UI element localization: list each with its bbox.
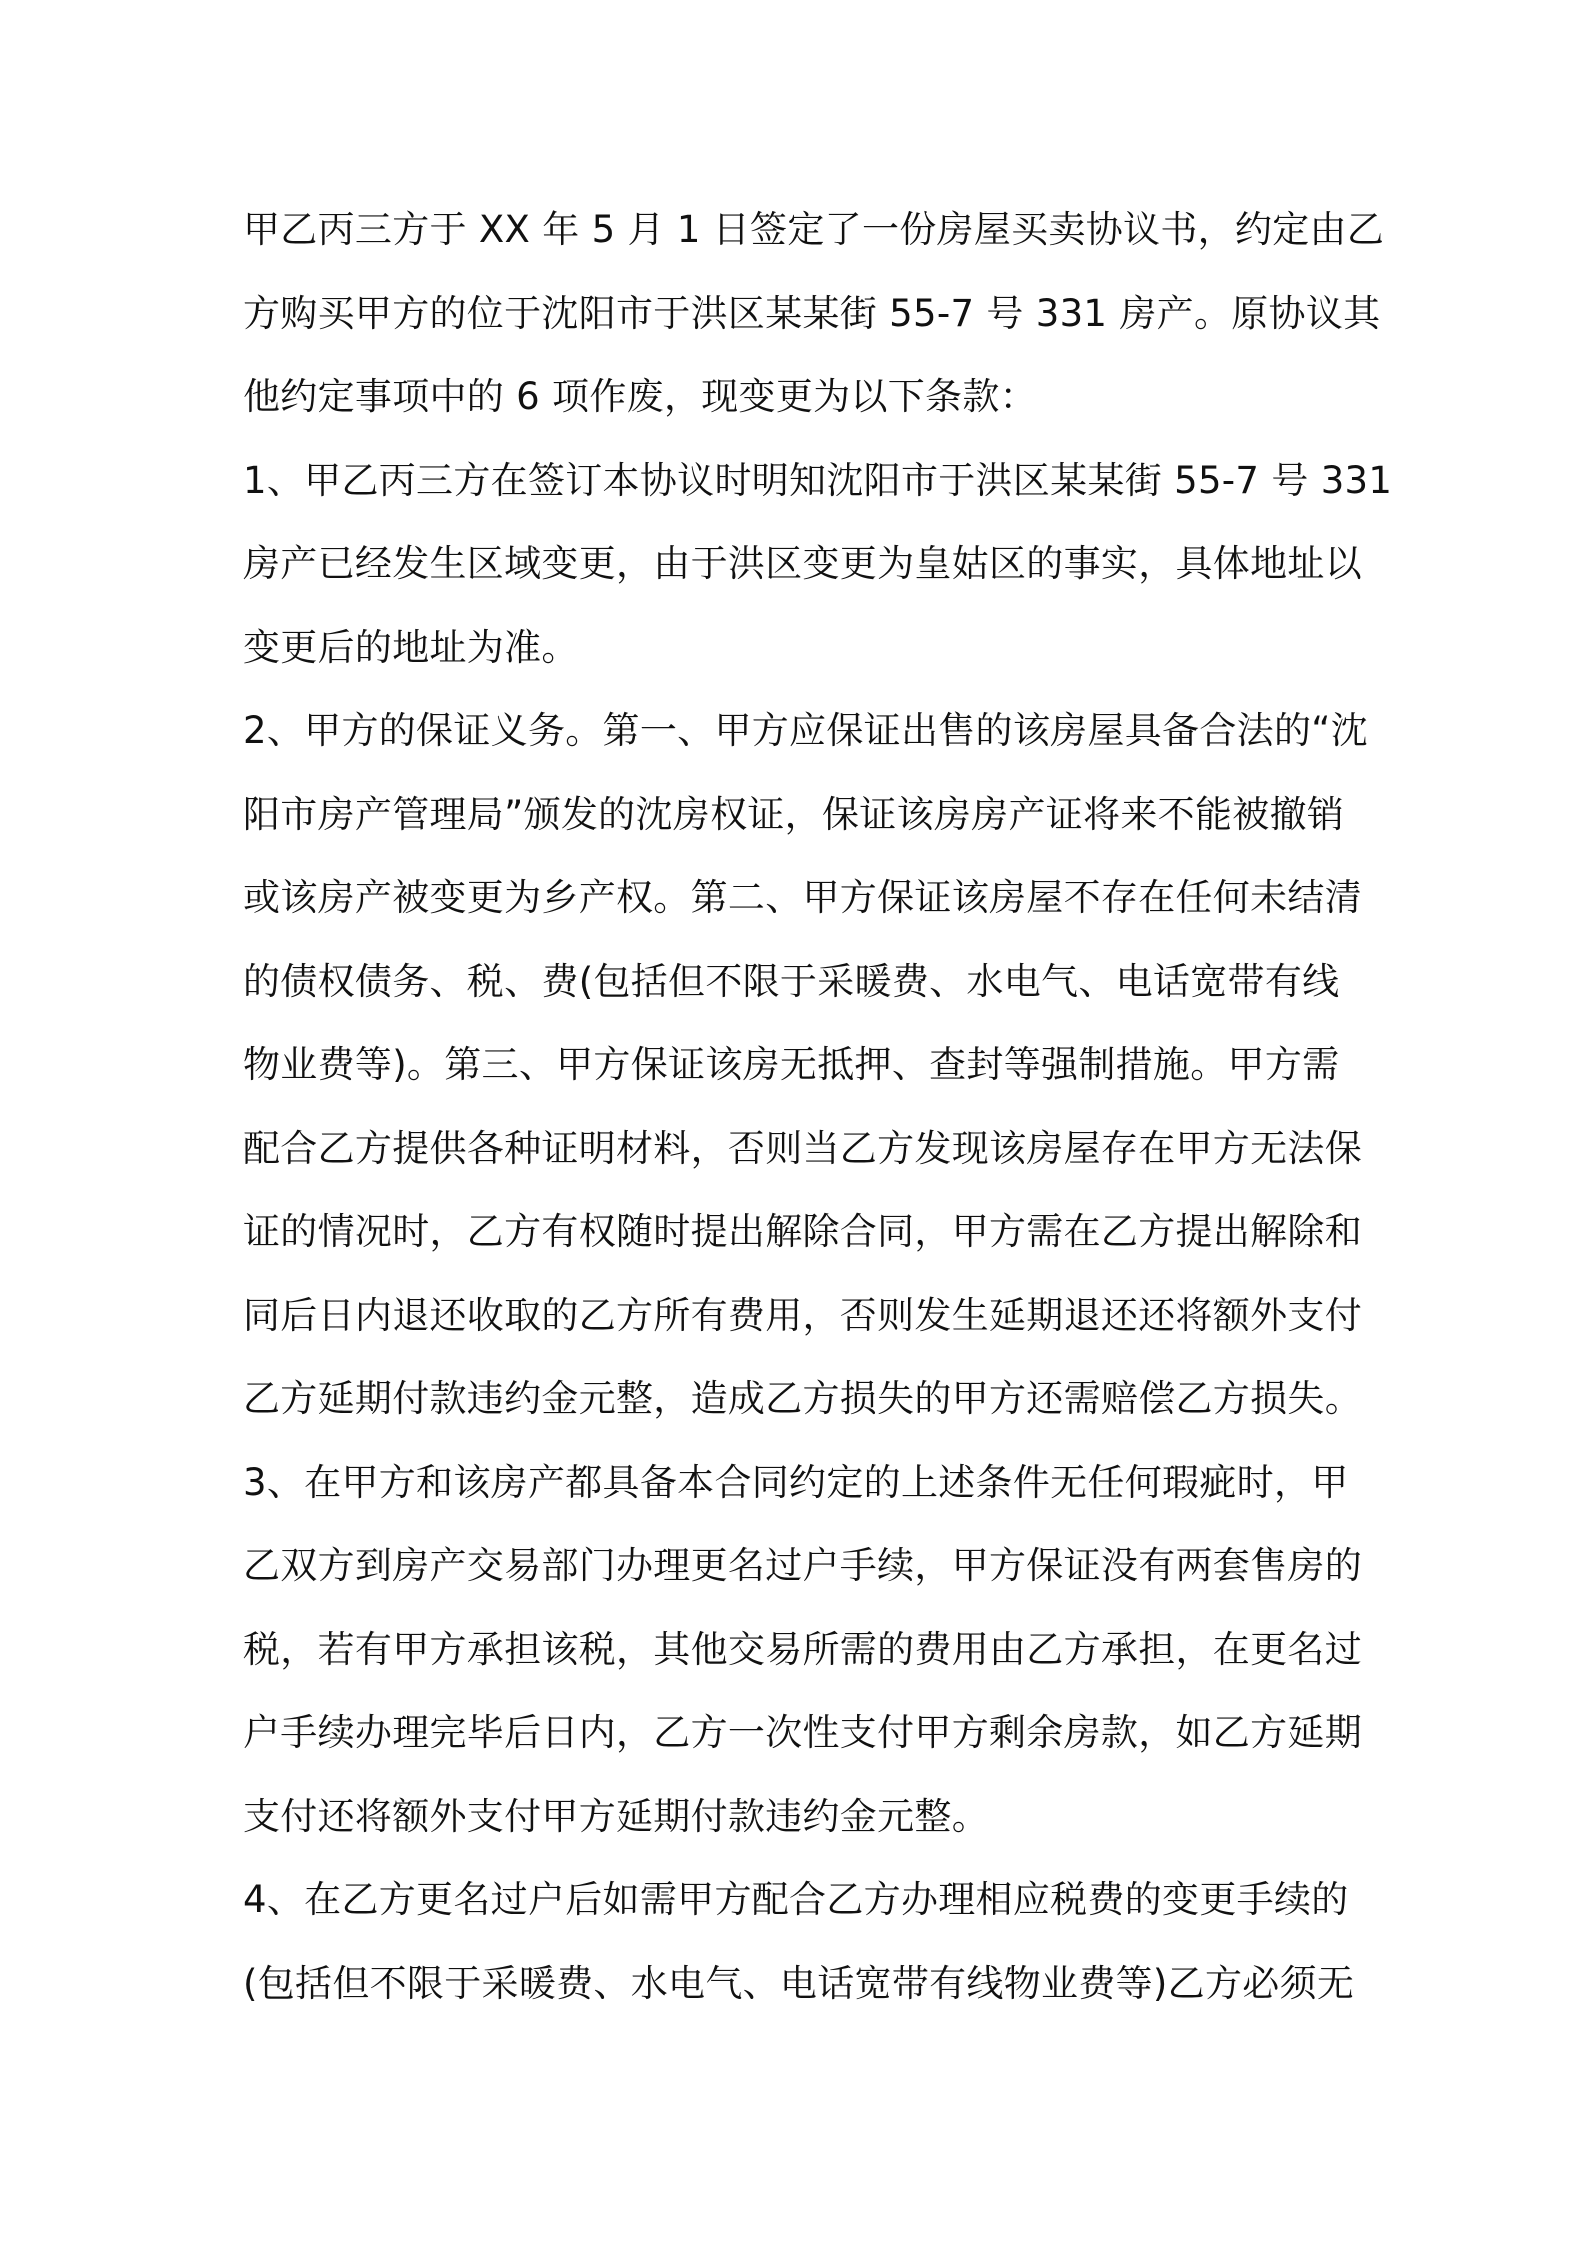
text-line: 配合乙方提供各种证明材料，否则当乙方发现该房屋存在甲方无法保	[243, 1126, 1362, 1170]
text-line: 他约定事项中的 6 项作废，现变更为以下条款：	[243, 375, 1037, 418]
text-line: 同后日内退还收取的乙方所有费用，否则发生延期退还还将额外支付	[243, 1293, 1362, 1337]
text-line: 1、甲乙丙三方在签订本协议时明知沈阳市于洪区某某街 55-7 号 331	[243, 458, 1393, 502]
text-line: 或该房产被变更为乡产权。第二、甲方保证该房屋不存在任何未结清	[243, 876, 1362, 919]
text-line: 房产已经发生区域变更，由于洪区变更为皇姑区的事实，具体地址以	[243, 542, 1362, 585]
text-line: 户手续办理完毕后日内，乙方一次性支付甲方剩余房款，如乙方延期	[243, 1711, 1362, 1754]
text-line: 证的情况时，乙方有权随时提出解除合同，甲方需在乙方提出解除和	[243, 1210, 1362, 1253]
text-line: 阳市房产管理局”颁发的沈房权证，保证该房房产证将来不能被撤销	[243, 792, 1345, 836]
text-line: 4、在乙方更名过户后如需甲方配合乙方办理相应税费的变更手续的	[243, 1878, 1349, 1921]
text-line: 支付还将额外支付甲方延期付款违约金元整。	[243, 1794, 989, 1838]
text-line: 变更后的地址为准。	[243, 625, 579, 669]
text-line: 税，若有甲方承担该税，其他交易所需的费用由乙方承担，在更名过	[243, 1627, 1362, 1671]
text-line: 甲乙丙三方于 XX 年 5 月 1 日签定了一份房屋买卖协议书，约定由乙	[243, 208, 1385, 251]
document-body	[243, 188, 1393, 2025]
text-line: 乙双方到房产交易部门办理更名过户手续，甲方保证没有两套售房的	[243, 1544, 1362, 1587]
text-line: 3、在甲方和该房产都具备本合同约定的上述条件无任何瑕疵时，甲	[243, 1460, 1349, 1504]
text-line: 乙方延期付款违约金元整，造成乙方损失的甲方还需赔偿乙方损失。	[243, 1377, 1362, 1420]
text-line: 物业费等)。第三、甲方保证该房无抵押、查封等强制措施。甲方需	[243, 1043, 1340, 1086]
text-line: 2、甲方的保证义务。第一、甲方应保证出售的该房屋具备合法的“沈	[243, 709, 1369, 752]
text-line: (包括但不限于采暖费、水电气、电话宽带有线物业费等)乙方必须无	[243, 1961, 1355, 2005]
text-line: 方购买甲方的位于沈阳市于洪区某某街 55-7 号 331 房产。原协议其	[243, 291, 1381, 335]
text-line: 的债权债务、税、费(包括但不限于采暖费、水电气、电话宽带有线	[243, 959, 1340, 1003]
